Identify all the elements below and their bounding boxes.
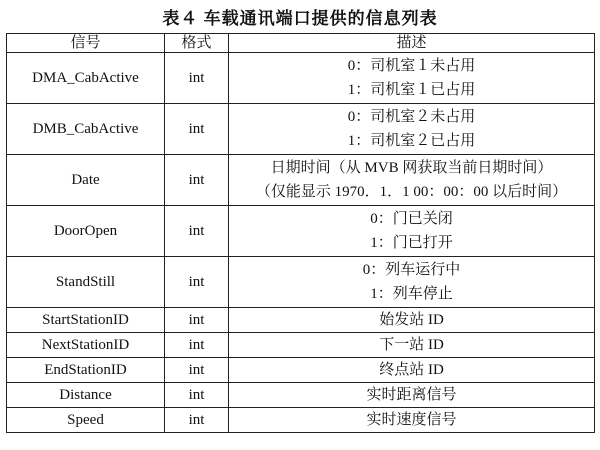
- signal-cell: Distance: [7, 383, 165, 408]
- description-line: 1：列车停止: [370, 286, 453, 302]
- description-line: 0：司机室１未占用: [347, 58, 476, 74]
- header-signal: 信号: [7, 34, 165, 53]
- description-cell: 始发站 ID: [229, 308, 595, 333]
- description-cell: 下一站 ID: [229, 333, 595, 358]
- signal-cell: DMB_CabActive: [7, 104, 165, 155]
- format-cell: int: [165, 308, 229, 333]
- description-cell: 实时速度信号: [229, 408, 595, 433]
- description-cell: [229, 155, 595, 206]
- header-row: [7, 34, 595, 53]
- signal-cell: StandStill: [7, 257, 165, 308]
- signal-cell: Speed: [7, 408, 165, 433]
- table-row: [7, 408, 595, 433]
- table-row: [7, 104, 595, 155]
- signal-cell: EndStationID: [7, 358, 165, 383]
- description-cell: [229, 257, 595, 308]
- description-line: （仅能显示 1970．1．1 00：00：00 以后时间）: [255, 184, 568, 200]
- format-cell: int: [165, 408, 229, 433]
- format-cell: int: [165, 358, 229, 383]
- table-caption: 表４ 车载通讯端口提供的信息列表: [162, 9, 438, 28]
- description-line: 1：司机室２已占用: [347, 133, 476, 149]
- format-cell: int: [165, 104, 229, 155]
- header-format: 格式: [165, 34, 229, 53]
- format-cell: int: [165, 257, 229, 308]
- signal-cell: StartStationID: [7, 308, 165, 333]
- description-cell: [229, 206, 595, 257]
- description-cell: 终点站 ID: [229, 358, 595, 383]
- format-cell: int: [165, 333, 229, 358]
- table-row: [7, 155, 595, 206]
- description-line: 0：门已关闭: [370, 211, 453, 227]
- signal-cell: NextStationID: [7, 333, 165, 358]
- description-line: 1：司机室１已占用: [347, 82, 476, 98]
- description-line: 1：门已打开: [370, 235, 453, 251]
- table-row: [7, 358, 595, 383]
- table-row: [7, 308, 595, 333]
- table-row: [7, 383, 595, 408]
- format-cell: int: [165, 155, 229, 206]
- description-cell: [229, 104, 595, 155]
- description-line: 0：列车运行中: [362, 262, 461, 278]
- description-line: 日期时间（从 MVB 网获取当前日期时间）: [270, 160, 553, 176]
- description-line: 0：司机室２未占用: [347, 109, 476, 125]
- format-cell: int: [165, 383, 229, 408]
- header-description: 描述: [229, 34, 595, 53]
- description-cell: 实时距离信号: [229, 383, 595, 408]
- table-row: [7, 257, 595, 308]
- table-row: [7, 206, 595, 257]
- signal-cell: Date: [7, 155, 165, 206]
- signal-cell: DMA_CabActive: [7, 53, 165, 104]
- table-row: [7, 53, 595, 104]
- format-cell: int: [165, 53, 229, 104]
- signal-cell: DoorOpen: [7, 206, 165, 257]
- table-row: [7, 333, 595, 358]
- format-cell: int: [165, 206, 229, 257]
- description-cell: [229, 53, 595, 104]
- signal-table: [6, 33, 595, 433]
